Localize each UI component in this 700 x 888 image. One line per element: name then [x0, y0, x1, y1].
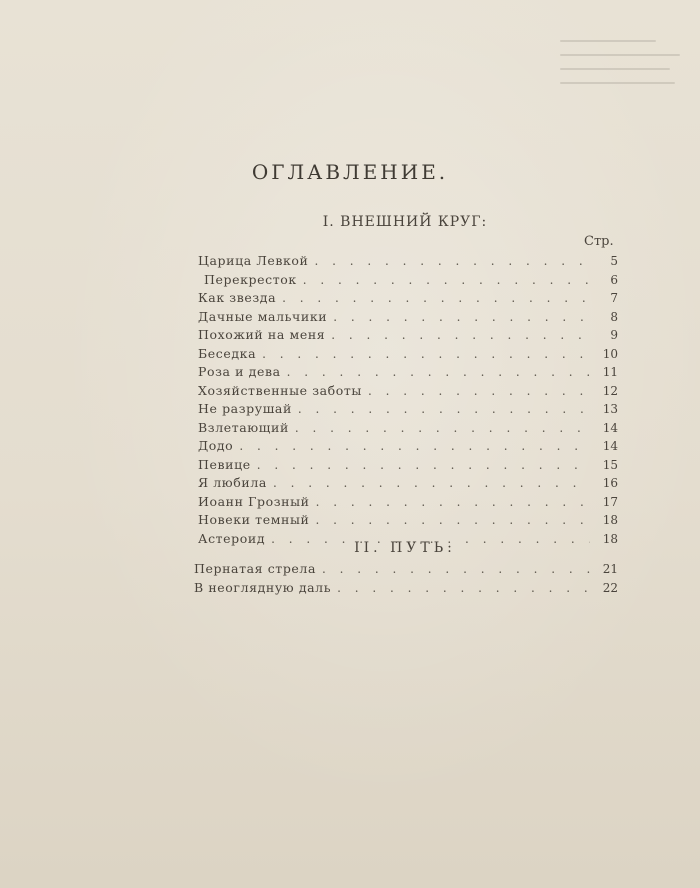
toc-entry: [198, 363, 618, 382]
toc-list-section-1: [198, 252, 618, 548]
dot-leader: [333, 308, 590, 327]
entry-title: Додо: [198, 438, 234, 453]
entry-title: Певице: [198, 456, 251, 472]
dot-leader: [315, 252, 591, 271]
entry-title: Новеки темный: [198, 512, 310, 527]
dot-leader: [295, 419, 590, 438]
dot-leader: [337, 579, 590, 598]
dot-leader: [331, 326, 590, 345]
bleed-through-text: [560, 28, 680, 118]
toc-title: ОГЛАВЛЕНИЕ.: [251, 160, 449, 184]
entry-page: 14: [602, 439, 618, 453]
toc-entry: [194, 560, 618, 579]
toc-entry: [198, 326, 618, 345]
toc-entry: [198, 382, 618, 401]
entry-page: 13: [602, 402, 618, 416]
entry-page: 18: [602, 513, 618, 527]
entry-title: Перекресток: [204, 271, 297, 287]
toc-entry: [198, 474, 618, 493]
dot-leader: [303, 271, 590, 290]
entry-title: В неоглядную даль: [194, 579, 332, 595]
dot-leader: [315, 511, 590, 530]
toc-entry: [198, 308, 618, 327]
toc-list-section-2: [194, 560, 618, 597]
toc-entry: [194, 579, 618, 598]
toc-entry: [198, 289, 618, 308]
entry-title: Иоанн Грозный: [198, 493, 310, 509]
dot-leader: [298, 400, 590, 419]
entry-page: 11: [602, 365, 618, 379]
dot-leader: [316, 493, 590, 512]
entry-title: Хозяйственные заботы: [198, 382, 362, 398]
entry-title: Роза и дева: [198, 364, 281, 379]
dot-leader: [282, 289, 590, 308]
dot-leader: [239, 437, 590, 456]
entry-title: Пернатая стрела: [194, 561, 317, 576]
toc-entry: [198, 456, 618, 475]
entry-page: 18: [602, 531, 618, 546]
toc-entry: [198, 493, 618, 512]
dot-leader: [287, 363, 590, 382]
page-column-label: Стр.: [584, 234, 614, 249]
section-heading-1: I. ВНЕШНИЙ КРУГ:: [322, 214, 488, 230]
entry-page: 7: [610, 291, 618, 305]
entry-title: Дачные мальчики: [198, 308, 328, 324]
entry-page: 22: [602, 580, 618, 595]
entry-page: 5: [610, 254, 618, 268]
entry-page: 10: [602, 346, 618, 361]
entry-title: Не разрушай: [198, 401, 292, 416]
entry-page: 9: [610, 328, 618, 342]
dot-leader: [273, 474, 590, 493]
toc-entry: [198, 511, 618, 530]
entry-page: 6: [610, 272, 618, 287]
toc-entry: [198, 271, 618, 290]
entry-page: 15: [602, 457, 618, 472]
entry-page: 8: [610, 309, 618, 324]
entry-page: 21: [602, 562, 618, 576]
dot-leader: [322, 560, 590, 579]
entry-page: 17: [602, 494, 618, 509]
toc-entry: [198, 437, 618, 456]
entry-title: Беседка: [198, 345, 257, 361]
toc-entry: [198, 345, 618, 364]
section-heading-2: II. ПУТЬ:: [354, 540, 456, 556]
entry-title: Царица Левкой: [198, 253, 309, 268]
toc-entry: [198, 400, 618, 419]
dot-leader: [257, 456, 590, 475]
entry-title: Похожий на меня: [198, 327, 326, 342]
entry-page: 12: [602, 383, 618, 398]
dot-leader: [262, 345, 590, 364]
entry-title: Я любила: [198, 475, 267, 490]
entry-page: 14: [602, 420, 618, 435]
dot-leader: [368, 382, 590, 401]
toc-entry: [198, 419, 618, 438]
entry-title: Как звезда: [198, 290, 277, 305]
entry-page: 16: [602, 476, 618, 490]
toc-entry: [198, 252, 618, 271]
entry-title: Астероид: [198, 530, 266, 546]
entry-title: Взлетающий: [198, 419, 289, 435]
